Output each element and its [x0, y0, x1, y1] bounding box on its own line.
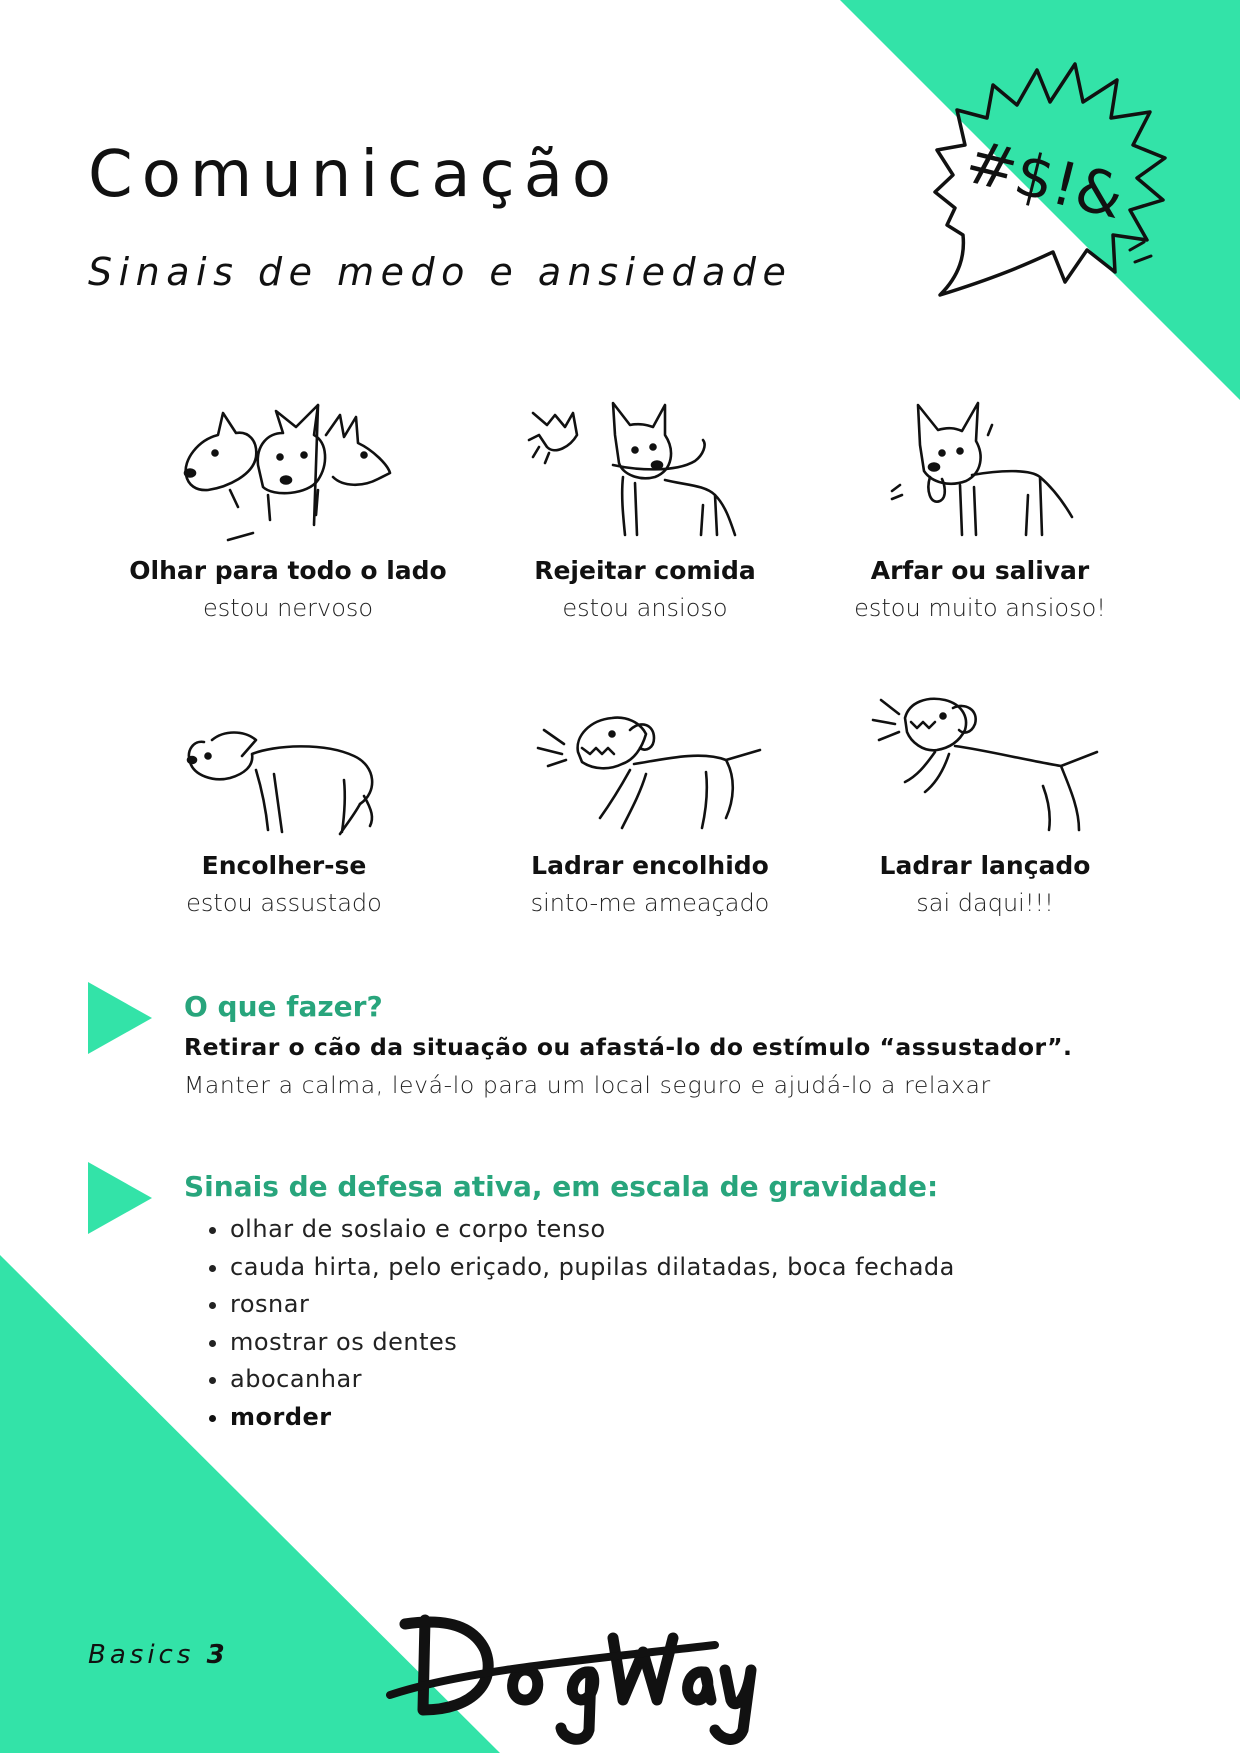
page-subtitle: Sinais de medo e ansiedade	[88, 250, 793, 294]
dog-cowering-icon	[164, 700, 404, 845]
list-item: • abocanhar	[230, 1361, 955, 1399]
sign-meaning: estou ansioso	[562, 594, 728, 622]
sign-card-barking-crouched	[470, 700, 830, 917]
page-title: Comunicação	[88, 138, 621, 212]
speech-burst-text: #$!&	[958, 126, 1131, 234]
sign-name: Olhar para todo o lado	[129, 556, 447, 585]
dog-panting-icon	[860, 395, 1100, 550]
sign-name: Rejeitar comida	[534, 556, 756, 585]
what-to-do-text: Manter a calma, levá-lo para um local seguro e ajudá-lo a relaxar	[184, 1071, 991, 1099]
defense-signals-list	[200, 1211, 955, 1436]
sign-name: Ladrar lançado	[879, 851, 1091, 880]
sign-name: Arfar ou salivar	[870, 556, 1090, 585]
footer-section-name: Basics	[88, 1640, 195, 1670]
what-to-do-bold-text: Retirar o cão da situação ou afastá-lo do estímulo “assustador”.	[184, 1033, 1073, 1061]
list-item: • rosnar	[230, 1286, 955, 1324]
what-to-do-heading: O que fazer?	[184, 990, 383, 1023]
dog-looking-around-icon	[168, 395, 408, 550]
list-item: • olhar de soslaio e corpo tenso	[230, 1211, 955, 1249]
angry-speech-bubble-icon	[925, 50, 1185, 310]
sign-card-rejecting-food	[465, 395, 825, 622]
sign-card-barking-lunging	[805, 690, 1165, 917]
sign-meaning: sinto-me ameaçado	[530, 889, 770, 917]
defense-heading: Sinais de defesa ativa, em escala de gravidade:	[184, 1170, 939, 1203]
dog-barking-lunging-icon	[865, 690, 1105, 845]
list-item: • mostrar os dentes	[230, 1324, 955, 1362]
sign-meaning: estou assustado	[186, 889, 382, 917]
play-arrow-icon	[88, 1162, 152, 1234]
dog-rejecting-food-icon	[525, 395, 765, 550]
sign-card-panting	[800, 395, 1160, 622]
sign-name: Ladrar encolhido	[531, 851, 769, 880]
play-arrow-icon	[88, 982, 152, 1054]
list-item: • morder	[230, 1399, 955, 1437]
footer-label	[88, 1640, 229, 1670]
sign-card-cowering	[104, 700, 464, 917]
sign-meaning: sai daqui!!!	[916, 889, 1054, 917]
sign-meaning: estou muito ansioso!	[854, 594, 1106, 622]
list-item: • cauda hirta, pelo eriçado, pupilas dilatadas, boca fechada	[230, 1249, 955, 1287]
sign-meaning: estou nervoso	[202, 594, 374, 622]
sign-name: Encolher-se	[201, 851, 367, 880]
dog-barking-crouched-icon	[530, 700, 770, 845]
sign-card-looking-around	[108, 395, 468, 622]
dogway-logo	[385, 1600, 765, 1750]
page-number: 3	[206, 1640, 229, 1670]
